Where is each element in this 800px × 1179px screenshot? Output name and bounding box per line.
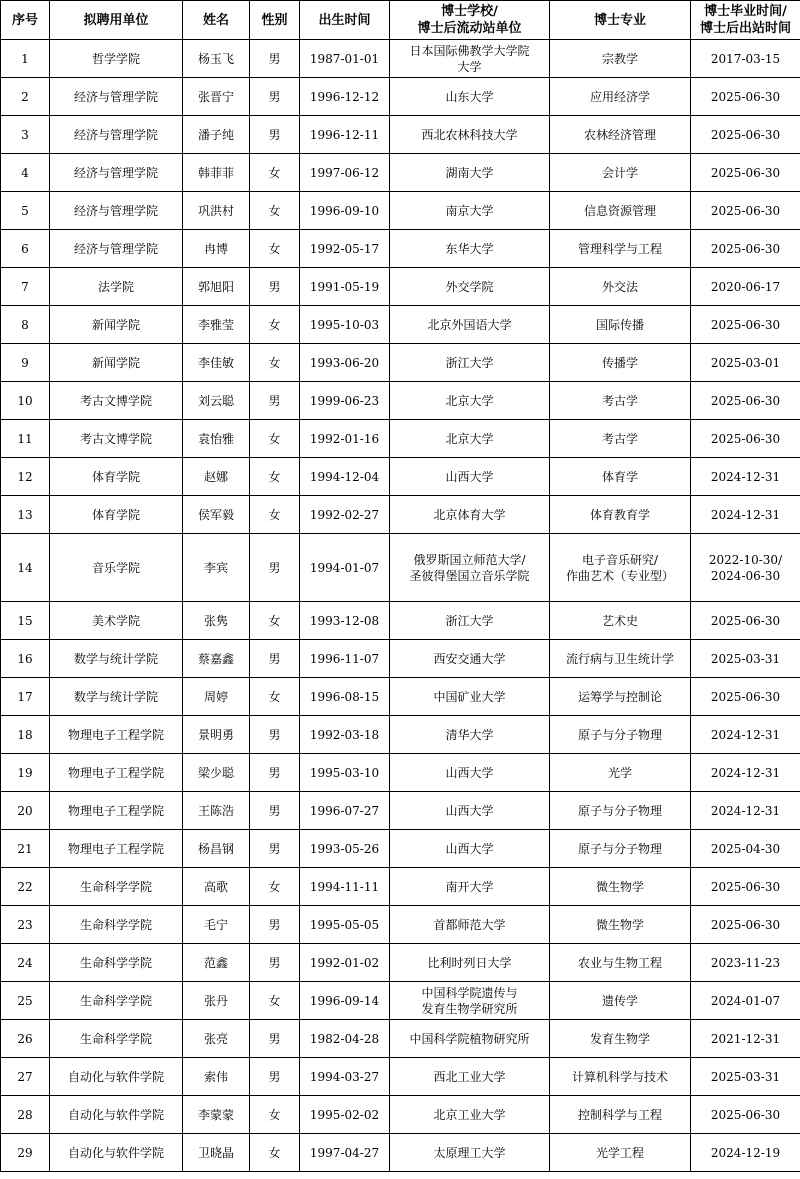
cell-school: 日本国际佛教学大学院 大学 — [390, 40, 550, 78]
cell-major: 微生物学 — [550, 868, 691, 906]
cell-graduation-date: 2025-03-31 — [691, 1058, 800, 1096]
cell-school: 南京大学 — [390, 192, 550, 230]
cell-major: 外交法 — [550, 268, 691, 306]
cell-graduation-date: 2025-06-30 — [691, 78, 800, 116]
cell-graduation-date: 2024-12-31 — [691, 716, 800, 754]
cell-gender: 男 — [250, 792, 300, 830]
cell-major: 体育学 — [550, 458, 691, 496]
cell-birth-date: 1996-12-11 — [300, 116, 390, 154]
cell-unit: 美术学院 — [50, 602, 183, 640]
cell-unit: 经济与管理学院 — [50, 154, 183, 192]
table-row — [1, 944, 800, 982]
cell-graduation-date: 2025-06-30 — [691, 602, 800, 640]
cell-gender: 男 — [250, 830, 300, 868]
cell-graduation-date: 2024-12-31 — [691, 754, 800, 792]
cell-name: 郭旭阳 — [183, 268, 250, 306]
cell-graduation-date: 2025-06-30 — [691, 116, 800, 154]
cell-gender: 男 — [250, 640, 300, 678]
cell-birth-date: 1993-06-20 — [300, 344, 390, 382]
cell-gender: 女 — [250, 420, 300, 458]
cell-name: 张晋宁 — [183, 78, 250, 116]
cell-major: 发育生物学 — [550, 1020, 691, 1058]
cell-index: 2 — [1, 78, 50, 116]
cell-school: 北京外国语大学 — [390, 306, 550, 344]
cell-graduation-date: 2025-06-30 — [691, 678, 800, 716]
cell-school: 中国科学院植物研究所 — [390, 1020, 550, 1058]
cell-birth-date: 1994-01-07 — [300, 534, 390, 602]
cell-school: 比利时列日大学 — [390, 944, 550, 982]
cell-school: 中国矿业大学 — [390, 678, 550, 716]
cell-major: 农业与生物工程 — [550, 944, 691, 982]
cell-index: 24 — [1, 944, 50, 982]
cell-major: 运筹学与控制论 — [550, 678, 691, 716]
cell-major: 计算机科学与技术 — [550, 1058, 691, 1096]
cell-birth-date: 1991-05-19 — [300, 268, 390, 306]
cell-birth-date: 1992-02-27 — [300, 496, 390, 534]
cell-major: 流行病与卫生统计学 — [550, 640, 691, 678]
cell-unit: 生命科学学院 — [50, 906, 183, 944]
cell-birth-date: 1996-09-10 — [300, 192, 390, 230]
cell-name: 巩洪村 — [183, 192, 250, 230]
cell-major: 会计学 — [550, 154, 691, 192]
table-row — [1, 640, 800, 678]
cell-graduation-date: 2025-04-30 — [691, 830, 800, 868]
cell-name: 景明勇 — [183, 716, 250, 754]
cell-major: 管理科学与工程 — [550, 230, 691, 268]
cell-graduation-date: 2024-12-31 — [691, 458, 800, 496]
table-row — [1, 716, 800, 754]
cell-unit: 生命科学学院 — [50, 944, 183, 982]
cell-birth-date: 1992-03-18 — [300, 716, 390, 754]
cell-name: 毛宁 — [183, 906, 250, 944]
cell-name: 李蒙蒙 — [183, 1096, 250, 1134]
cell-birth-date: 1993-12-08 — [300, 602, 390, 640]
cell-unit: 物理电子工程学院 — [50, 792, 183, 830]
cell-name: 李佳敏 — [183, 344, 250, 382]
table-row — [1, 420, 800, 458]
cell-gender: 男 — [250, 944, 300, 982]
cell-birth-date: 1995-10-03 — [300, 306, 390, 344]
cell-gender: 女 — [250, 230, 300, 268]
table-row — [1, 40, 800, 78]
cell-school: 俄罗斯国立师范大学/ 圣彼得堡国立音乐学院 — [390, 534, 550, 602]
cell-birth-date: 1996-09-14 — [300, 982, 390, 1020]
cell-index: 21 — [1, 830, 50, 868]
cell-unit: 考古文博学院 — [50, 420, 183, 458]
cell-graduation-date: 2024-12-31 — [691, 496, 800, 534]
cell-school: 山西大学 — [390, 792, 550, 830]
cell-unit: 数学与统计学院 — [50, 678, 183, 716]
cell-unit: 考古文博学院 — [50, 382, 183, 420]
cell-index: 10 — [1, 382, 50, 420]
cell-gender: 女 — [250, 154, 300, 192]
cell-gender: 男 — [250, 906, 300, 944]
cell-index: 29 — [1, 1134, 50, 1172]
header-school: 博士学校/ 博士后流动站单位 — [390, 1, 550, 40]
cell-name: 袁怡雅 — [183, 420, 250, 458]
cell-unit: 生命科学学院 — [50, 982, 183, 1020]
table-row — [1, 792, 800, 830]
cell-unit: 体育学院 — [50, 458, 183, 496]
cell-index: 16 — [1, 640, 50, 678]
cell-unit: 经济与管理学院 — [50, 116, 183, 154]
cell-unit: 物理电子工程学院 — [50, 830, 183, 868]
cell-birth-date: 1992-01-02 — [300, 944, 390, 982]
cell-major: 信息资源管理 — [550, 192, 691, 230]
table-row — [1, 268, 800, 306]
header-row — [1, 1, 800, 40]
cell-school: 东华大学 — [390, 230, 550, 268]
cell-gender: 女 — [250, 458, 300, 496]
cell-unit: 体育学院 — [50, 496, 183, 534]
cell-name: 张亮 — [183, 1020, 250, 1058]
cell-major: 光学 — [550, 754, 691, 792]
table-row — [1, 868, 800, 906]
cell-birth-date: 1992-05-17 — [300, 230, 390, 268]
cell-school: 山东大学 — [390, 78, 550, 116]
table-row — [1, 1134, 800, 1172]
cell-graduation-date: 2017-03-15 — [691, 40, 800, 78]
cell-birth-date: 1994-12-04 — [300, 458, 390, 496]
cell-gender: 男 — [250, 78, 300, 116]
cell-major: 国际传播 — [550, 306, 691, 344]
cell-school: 山西大学 — [390, 458, 550, 496]
cell-name: 杨玉飞 — [183, 40, 250, 78]
cell-gender: 女 — [250, 306, 300, 344]
cell-birth-date: 1994-03-27 — [300, 1058, 390, 1096]
cell-index: 12 — [1, 458, 50, 496]
table-row — [1, 116, 800, 154]
cell-unit: 经济与管理学院 — [50, 78, 183, 116]
cell-index: 9 — [1, 344, 50, 382]
table-row — [1, 602, 800, 640]
cell-index: 1 — [1, 40, 50, 78]
cell-birth-date: 1996-12-12 — [300, 78, 390, 116]
table-row — [1, 1020, 800, 1058]
cell-index: 13 — [1, 496, 50, 534]
cell-school: 南开大学 — [390, 868, 550, 906]
cell-graduation-date: 2025-06-30 — [691, 906, 800, 944]
cell-name: 李宾 — [183, 534, 250, 602]
cell-graduation-date: 2025-06-30 — [691, 230, 800, 268]
table-row — [1, 344, 800, 382]
header-unit: 拟聘用单位 — [50, 1, 183, 40]
cell-major: 电子音乐研究/ 作曲艺术（专业型） — [550, 534, 691, 602]
cell-unit: 数学与统计学院 — [50, 640, 183, 678]
table-row — [1, 534, 800, 602]
cell-gender: 女 — [250, 868, 300, 906]
cell-name: 蔡嘉鑫 — [183, 640, 250, 678]
cell-birth-date: 1997-04-27 — [300, 1134, 390, 1172]
table-row — [1, 458, 800, 496]
cell-school: 北京大学 — [390, 420, 550, 458]
cell-school: 湖南大学 — [390, 154, 550, 192]
cell-name: 李雅莹 — [183, 306, 250, 344]
cell-unit: 自动化与软件学院 — [50, 1058, 183, 1096]
cell-name: 潘子纯 — [183, 116, 250, 154]
cell-birth-date: 1982-04-28 — [300, 1020, 390, 1058]
table-row — [1, 830, 800, 868]
cell-graduation-date: 2022-10-30/ 2024-06-30 — [691, 534, 800, 602]
cell-index: 25 — [1, 982, 50, 1020]
cell-unit: 新闻学院 — [50, 306, 183, 344]
cell-gender: 男 — [250, 382, 300, 420]
cell-graduation-date: 2024-12-19 — [691, 1134, 800, 1172]
cell-major: 遗传学 — [550, 982, 691, 1020]
cell-index: 14 — [1, 534, 50, 602]
cell-gender: 男 — [250, 268, 300, 306]
cell-unit: 自动化与软件学院 — [50, 1096, 183, 1134]
cell-major: 原子与分子物理 — [550, 792, 691, 830]
table-row — [1, 1058, 800, 1096]
cell-graduation-date: 2025-06-30 — [691, 306, 800, 344]
cell-major: 考古学 — [550, 420, 691, 458]
cell-school: 首都师范大学 — [390, 906, 550, 944]
header-birth-date: 出生时间 — [300, 1, 390, 40]
cell-unit: 哲学学院 — [50, 40, 183, 78]
cell-school: 北京工业大学 — [390, 1096, 550, 1134]
cell-unit: 自动化与软件学院 — [50, 1134, 183, 1172]
cell-graduation-date: 2023-11-23 — [691, 944, 800, 982]
cell-unit: 物理电子工程学院 — [50, 754, 183, 792]
cell-name: 韩菲菲 — [183, 154, 250, 192]
cell-school: 浙江大学 — [390, 602, 550, 640]
cell-unit: 生命科学学院 — [50, 868, 183, 906]
cell-name: 范鑫 — [183, 944, 250, 982]
cell-school: 清华大学 — [390, 716, 550, 754]
cell-major: 宗教学 — [550, 40, 691, 78]
cell-gender: 女 — [250, 1096, 300, 1134]
cell-school: 太原理工大学 — [390, 1134, 550, 1172]
cell-school: 山西大学 — [390, 830, 550, 868]
cell-name: 冉博 — [183, 230, 250, 268]
cell-birth-date: 1997-06-12 — [300, 154, 390, 192]
header-graduation-date: 博士毕业时间/ 博士后出站时间 — [691, 1, 800, 40]
cell-index: 18 — [1, 716, 50, 754]
cell-name: 索伟 — [183, 1058, 250, 1096]
table-row — [1, 982, 800, 1020]
cell-name: 赵娜 — [183, 458, 250, 496]
cell-gender: 男 — [250, 1058, 300, 1096]
header-name: 姓名 — [183, 1, 250, 40]
cell-school: 浙江大学 — [390, 344, 550, 382]
cell-gender: 女 — [250, 602, 300, 640]
cell-index: 3 — [1, 116, 50, 154]
cell-birth-date: 1992-01-16 — [300, 420, 390, 458]
cell-name: 王陈浩 — [183, 792, 250, 830]
cell-name: 卫晓晶 — [183, 1134, 250, 1172]
cell-birth-date: 1996-08-15 — [300, 678, 390, 716]
cell-index: 4 — [1, 154, 50, 192]
cell-index: 6 — [1, 230, 50, 268]
cell-birth-date: 1996-11-07 — [300, 640, 390, 678]
table-row — [1, 230, 800, 268]
table-row — [1, 754, 800, 792]
table-row — [1, 678, 800, 716]
cell-name: 侯军毅 — [183, 496, 250, 534]
cell-index: 23 — [1, 906, 50, 944]
header-index: 序号 — [1, 1, 50, 40]
cell-gender: 女 — [250, 496, 300, 534]
cell-major: 传播学 — [550, 344, 691, 382]
cell-unit: 新闻学院 — [50, 344, 183, 382]
cell-major: 应用经济学 — [550, 78, 691, 116]
cell-index: 7 — [1, 268, 50, 306]
table-body — [1, 40, 800, 1172]
cell-gender: 男 — [250, 534, 300, 602]
cell-index: 26 — [1, 1020, 50, 1058]
cell-name: 张隽 — [183, 602, 250, 640]
cell-school: 北京体育大学 — [390, 496, 550, 534]
cell-gender: 男 — [250, 754, 300, 792]
cell-graduation-date: 2025-06-30 — [691, 1096, 800, 1134]
table-row — [1, 192, 800, 230]
cell-graduation-date: 2025-06-30 — [691, 420, 800, 458]
cell-school: 中国科学院遗传与 发育生物学研究所 — [390, 982, 550, 1020]
cell-birth-date: 1994-11-11 — [300, 868, 390, 906]
cell-name: 张丹 — [183, 982, 250, 1020]
cell-major: 农林经济管理 — [550, 116, 691, 154]
cell-gender: 男 — [250, 716, 300, 754]
cell-graduation-date: 2025-06-30 — [691, 154, 800, 192]
cell-major: 原子与分子物理 — [550, 830, 691, 868]
cell-gender: 女 — [250, 192, 300, 230]
cell-name: 周婷 — [183, 678, 250, 716]
cell-major: 原子与分子物理 — [550, 716, 691, 754]
cell-gender: 男 — [250, 116, 300, 154]
cell-gender: 女 — [250, 982, 300, 1020]
table-row — [1, 906, 800, 944]
cell-index: 8 — [1, 306, 50, 344]
cell-index: 28 — [1, 1096, 50, 1134]
cell-graduation-date: 2024-12-31 — [691, 792, 800, 830]
cell-graduation-date: 2025-03-31 — [691, 640, 800, 678]
cell-graduation-date: 2024-01-07 — [691, 982, 800, 1020]
cell-birth-date: 1996-07-27 — [300, 792, 390, 830]
cell-school: 山西大学 — [390, 754, 550, 792]
cell-major: 体育教育学 — [550, 496, 691, 534]
cell-gender: 女 — [250, 344, 300, 382]
cell-name: 刘云聪 — [183, 382, 250, 420]
cell-index: 20 — [1, 792, 50, 830]
cell-major: 微生物学 — [550, 906, 691, 944]
cell-name: 杨昌钢 — [183, 830, 250, 868]
cell-school: 西北工业大学 — [390, 1058, 550, 1096]
table-row — [1, 496, 800, 534]
cell-graduation-date: 2025-06-30 — [691, 868, 800, 906]
cell-index: 17 — [1, 678, 50, 716]
cell-index: 15 — [1, 602, 50, 640]
cell-graduation-date: 2025-03-01 — [691, 344, 800, 382]
cell-gender: 男 — [250, 40, 300, 78]
cell-unit: 法学院 — [50, 268, 183, 306]
cell-gender: 女 — [250, 678, 300, 716]
header-major: 博士专业 — [550, 1, 691, 40]
cell-index: 27 — [1, 1058, 50, 1096]
cell-major: 控制科学与工程 — [550, 1096, 691, 1134]
cell-graduation-date: 2025-06-30 — [691, 192, 800, 230]
cell-unit: 生命科学学院 — [50, 1020, 183, 1058]
cell-index: 11 — [1, 420, 50, 458]
cell-index: 19 — [1, 754, 50, 792]
cell-birth-date: 1995-03-10 — [300, 754, 390, 792]
cell-graduation-date: 2021-12-31 — [691, 1020, 800, 1058]
cell-name: 梁少聪 — [183, 754, 250, 792]
cell-school: 西北农林科技大学 — [390, 116, 550, 154]
cell-unit: 物理电子工程学院 — [50, 716, 183, 754]
cell-index: 22 — [1, 868, 50, 906]
cell-gender: 女 — [250, 1134, 300, 1172]
cell-school: 北京大学 — [390, 382, 550, 420]
table-row — [1, 78, 800, 116]
cell-index: 5 — [1, 192, 50, 230]
table-row — [1, 382, 800, 420]
cell-birth-date: 1987-01-01 — [300, 40, 390, 78]
cell-school: 西安交通大学 — [390, 640, 550, 678]
cell-birth-date: 1999-06-23 — [300, 382, 390, 420]
cell-unit: 经济与管理学院 — [50, 230, 183, 268]
cell-major: 艺术史 — [550, 602, 691, 640]
cell-name: 高歌 — [183, 868, 250, 906]
cell-graduation-date: 2025-06-30 — [691, 382, 800, 420]
cell-birth-date: 1995-05-05 — [300, 906, 390, 944]
cell-birth-date: 1993-05-26 — [300, 830, 390, 868]
cell-unit: 经济与管理学院 — [50, 192, 183, 230]
table-row — [1, 1096, 800, 1134]
cell-birth-date: 1995-02-02 — [300, 1096, 390, 1134]
cell-school: 外交学院 — [390, 268, 550, 306]
table-row — [1, 306, 800, 344]
header-gender: 性别 — [250, 1, 300, 40]
table-row — [1, 154, 800, 192]
cell-unit: 音乐学院 — [50, 534, 183, 602]
cell-graduation-date: 2020-06-17 — [691, 268, 800, 306]
cell-major: 光学工程 — [550, 1134, 691, 1172]
cell-gender: 男 — [250, 1020, 300, 1058]
cell-major: 考古学 — [550, 382, 691, 420]
